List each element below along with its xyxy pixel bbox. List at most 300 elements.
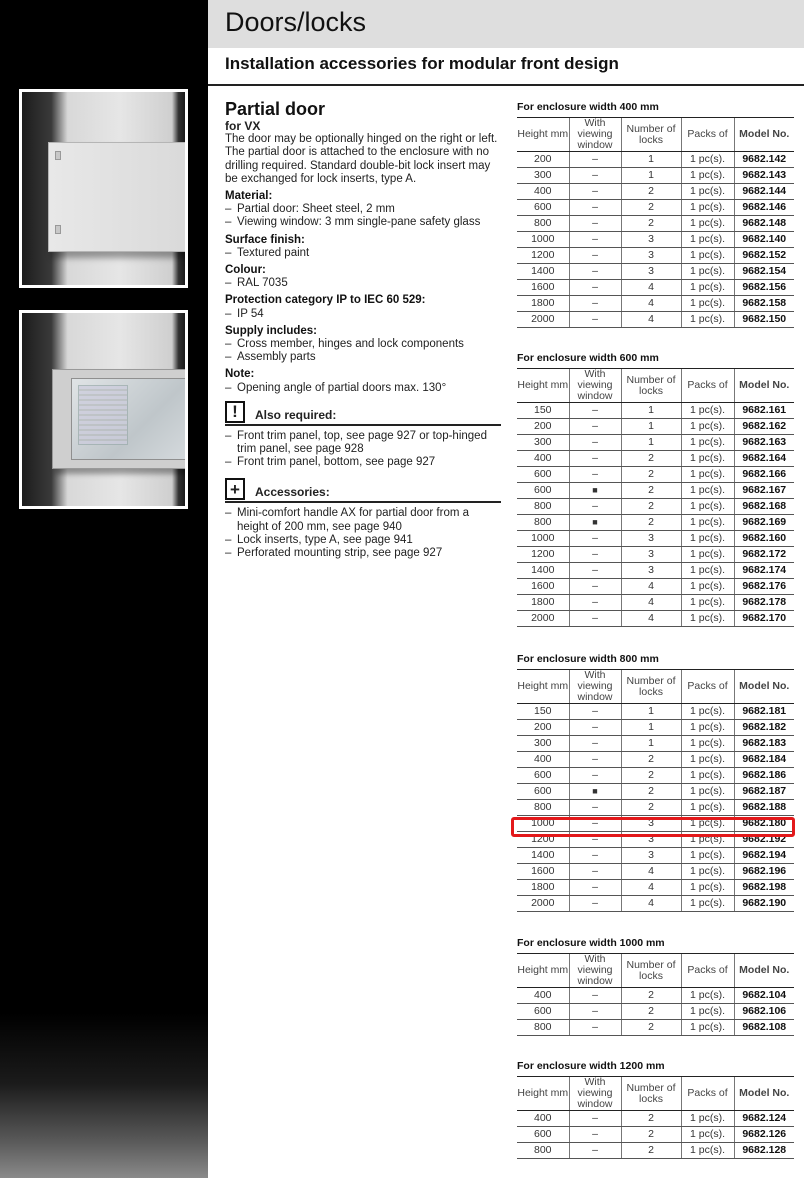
cell-packs: 1 pc(s). [681,880,734,896]
cell-height: 1200 [517,547,569,563]
cell-window: – [569,1143,621,1159]
cell-height: 400 [517,451,569,467]
cell-window: – [569,216,621,232]
cell-height: 400 [517,1111,569,1127]
table-row [517,752,794,768]
cell-model: 9682.128 [734,1143,794,1159]
table-title: For enclosure width 1000 mm [517,937,665,949]
cell-model: 9682.108 [734,1020,794,1036]
cell-window: – [569,1004,621,1020]
cell-locks: 2 [621,200,681,216]
cell-height: 1000 [517,816,569,832]
cell-locks: 2 [621,1004,681,1020]
partial-door-image [48,142,188,252]
spec-item: – Opening angle of partial doors max. 130° [225,382,501,395]
spec-item: – Textured paint [225,247,501,260]
cell-packs: 1 pc(s). [681,216,734,232]
accessories-label: Accessories: [255,485,330,500]
cell-model: 9682.146 [734,200,794,216]
cell-window: – [569,531,621,547]
cell-model: 9682.194 [734,848,794,864]
hinge-icon [55,225,61,234]
cell-locks: 1 [621,720,681,736]
cell-window: – [569,435,621,451]
cell-packs: 1 pc(s). [681,435,734,451]
table-row [517,768,794,784]
cell-locks: 2 [621,483,681,499]
table-row [517,1111,794,1127]
cell-height: 1000 [517,232,569,248]
cell-height: 800 [517,515,569,531]
cell-height: 1800 [517,296,569,312]
cell-window: – [569,296,621,312]
cell-height: 200 [517,419,569,435]
cell-window: – [569,232,621,248]
also-required-header [225,402,501,426]
cell-model: 9682.183 [734,736,794,752]
col-locks-header: Number of locks [621,954,681,988]
cell-packs: 1 pc(s). [681,152,734,168]
table-row [517,419,794,435]
spec-heading: Surface finish: [225,233,305,246]
spec-heading: Protection category IP to IEC 60 529: [225,294,426,307]
table-row [517,1143,794,1159]
table-row [517,800,794,816]
cell-model: 9682.162 [734,419,794,435]
cell-model: 9682.163 [734,435,794,451]
table-row [517,848,794,864]
col-height-header: Height mm [517,670,569,704]
cell-locks: 3 [621,848,681,864]
cell-locks: 3 [621,531,681,547]
cell-locks: 1 [621,435,681,451]
model-table [517,368,794,627]
cell-window: – [569,467,621,483]
table-header-row [517,1077,794,1111]
cell-height: 200 [517,152,569,168]
cell-window: – [569,752,621,768]
cell-height: 800 [517,499,569,515]
table-row [517,1004,794,1020]
cell-packs: 1 pc(s). [681,784,734,800]
cell-locks: 4 [621,280,681,296]
cell-height: 1600 [517,579,569,595]
table-row [517,216,794,232]
cell-locks: 4 [621,611,681,627]
table-header-row [517,118,794,152]
table-row [517,515,794,531]
cell-model: 9682.124 [734,1111,794,1127]
table-row [517,531,794,547]
cell-packs: 1 pc(s). [681,704,734,720]
table-row [517,168,794,184]
cell-window: – [569,579,621,595]
col-locks-header: Number of locks [621,118,681,152]
cell-window: – [569,768,621,784]
cell-height: 800 [517,1143,569,1159]
cell-height: 1800 [517,595,569,611]
model-table [517,669,794,912]
cell-packs: 1 pc(s). [681,595,734,611]
spec-heading: Supply includes: [225,324,318,337]
cell-height: 400 [517,752,569,768]
cell-height: 300 [517,435,569,451]
col-locks-header: Number of locks [621,369,681,403]
cell-locks: 2 [621,499,681,515]
cell-locks: 2 [621,752,681,768]
cell-window: ■ [569,784,621,800]
col-height-header: Height mm [517,1077,569,1111]
col-packs-header: Packs of [681,954,734,988]
table-row [517,248,794,264]
cell-locks: 3 [621,248,681,264]
cell-packs: 1 pc(s). [681,200,734,216]
cell-height: 2000 [517,896,569,912]
cell-locks: 4 [621,880,681,896]
cell-window: – [569,896,621,912]
cell-packs: 1 pc(s). [681,184,734,200]
also-required-list [225,430,501,470]
cell-model: 9682.184 [734,752,794,768]
cell-model: 9682.169 [734,515,794,531]
cell-packs: 1 pc(s). [681,816,734,832]
cell-height: 800 [517,216,569,232]
cell-window: ■ [569,483,621,499]
cell-window: – [569,184,621,200]
cell-height: 800 [517,800,569,816]
table-row [517,403,794,419]
cell-height: 1000 [517,531,569,547]
product-photo-partial-door-window [19,310,188,509]
col-locks-header: Number of locks [621,1077,681,1111]
table-header-row [517,369,794,403]
product-photo-partial-door [19,89,188,288]
cell-window: – [569,1020,621,1036]
table-row [517,896,794,912]
cell-packs: 1 pc(s). [681,896,734,912]
cell-window: – [569,403,621,419]
list-item: – Perforated mounting strip, see page 927 [225,547,501,560]
cell-window: – [569,168,621,184]
cell-window: – [569,280,621,296]
cell-model: 9682.168 [734,499,794,515]
cell-model: 9682.152 [734,248,794,264]
cell-model: 9682.196 [734,864,794,880]
table-row [517,579,794,595]
cell-model: 9682.148 [734,216,794,232]
spec-item: – RAL 7035 [225,277,501,290]
cell-window: – [569,864,621,880]
cell-height: 1800 [517,880,569,896]
table-row [517,200,794,216]
cell-packs: 1 pc(s). [681,451,734,467]
cell-model: 9682.182 [734,720,794,736]
cell-model: 9682.150 [734,312,794,328]
cell-packs: 1 pc(s). [681,1020,734,1036]
cell-height: 600 [517,200,569,216]
accessories-header [225,479,501,503]
cell-locks: 2 [621,184,681,200]
cell-packs: 1 pc(s). [681,467,734,483]
product-spec-sections [225,190,501,395]
table-row [517,988,794,1004]
cell-locks: 2 [621,988,681,1004]
cell-model: 9682.172 [734,547,794,563]
cell-model: 9682.178 [734,595,794,611]
col-model-header: Model No. [734,369,794,403]
cell-height: 1400 [517,264,569,280]
cell-height: 1600 [517,280,569,296]
cell-height: 1200 [517,248,569,264]
table-header-row [517,954,794,988]
cell-window: – [569,720,621,736]
cell-height: 600 [517,483,569,499]
cell-packs: 1 pc(s). [681,720,734,736]
cell-locks: 4 [621,864,681,880]
cell-model: 9682.143 [734,168,794,184]
cell-window: – [569,595,621,611]
cell-packs: 1 pc(s). [681,1004,734,1020]
cell-model: 9682.176 [734,579,794,595]
table-title: For enclosure width 400 mm [517,101,659,113]
cell-height: 2000 [517,312,569,328]
product-description-column [225,98,501,560]
spec-heading: Colour: [225,264,266,277]
cell-packs: 1 pc(s). [681,1143,734,1159]
cell-height: 600 [517,768,569,784]
cell-locks: 1 [621,403,681,419]
cell-model: 9682.166 [734,467,794,483]
list-item: – Lock inserts, type A, see page 941 [225,534,501,547]
cell-height: 400 [517,184,569,200]
col-height-header: Height mm [517,369,569,403]
product-for: for VX [225,119,261,133]
cell-locks: 3 [621,563,681,579]
model-table [517,1076,794,1159]
table-header-row [517,670,794,704]
cell-height: 300 [517,736,569,752]
cell-locks: 2 [621,216,681,232]
cell-packs: 1 pc(s). [681,419,734,435]
table-row [517,784,794,800]
cell-locks: 3 [621,264,681,280]
cell-window: – [569,264,621,280]
cell-packs: 1 pc(s). [681,312,734,328]
cell-packs: 1 pc(s). [681,736,734,752]
cell-model: 9682.144 [734,184,794,200]
cell-model: 9682.186 [734,768,794,784]
cell-window: – [569,451,621,467]
cell-window: – [569,848,621,864]
table-title: For enclosure width 1200 mm [517,1060,665,1072]
cell-locks: 3 [621,816,681,832]
cell-locks: 1 [621,168,681,184]
cell-model: 9682.192 [734,832,794,848]
spec-item: – IP 54 [225,308,501,321]
table-row [517,451,794,467]
table-row [517,152,794,168]
cell-locks: 1 [621,419,681,435]
table-row [517,184,794,200]
spec-item: – Assembly parts [225,351,501,364]
col-packs-header: Packs of [681,369,734,403]
cell-window: – [569,816,621,832]
cell-packs: 1 pc(s). [681,403,734,419]
col-window-header: With viewing window [569,954,621,988]
cell-window: – [569,248,621,264]
cell-model: 9682.180 [734,816,794,832]
cell-window: – [569,312,621,328]
table-row [517,880,794,896]
spec-item: – Viewing window: 3 mm single-pane safety glass [225,216,501,229]
table-row [517,483,794,499]
plus-icon: + [225,478,245,500]
cell-locks: 2 [621,800,681,816]
table-row [517,1127,794,1143]
cell-locks: 4 [621,312,681,328]
cell-model: 9682.140 [734,232,794,248]
cell-height: 1600 [517,864,569,880]
cell-locks: 3 [621,832,681,848]
cell-packs: 1 pc(s). [681,248,734,264]
col-window-header: With viewing window [569,1077,621,1111]
cell-window: – [569,1111,621,1127]
cell-window: – [569,880,621,896]
cell-locks: 2 [621,768,681,784]
table-row [517,499,794,515]
cell-model: 9682.167 [734,483,794,499]
header-divider [208,84,804,86]
also-required-label: Also required: [255,407,337,422]
col-window-header: With viewing window [569,369,621,403]
cell-packs: 1 pc(s). [681,832,734,848]
cell-window: – [569,832,621,848]
cell-model: 9682.160 [734,531,794,547]
spec-heading: Note: [225,368,255,381]
cell-height: 600 [517,1127,569,1143]
partial-door-window-image [52,369,188,469]
cell-height: 1400 [517,563,569,579]
table-row [517,467,794,483]
accessories-list [225,507,501,560]
cell-locks: 3 [621,547,681,563]
cell-model: 9682.190 [734,896,794,912]
table-row [517,704,794,720]
cell-window: – [569,1127,621,1143]
cell-packs: 1 pc(s). [681,232,734,248]
cell-height: 600 [517,1004,569,1020]
viewing-window-glass [71,378,188,460]
table-row [517,435,794,451]
cell-packs: 1 pc(s). [681,768,734,784]
col-packs-header: Packs of [681,1077,734,1111]
list-item: – Front trim panel, top, see page 927 or top-hinged trim panel, see page 928 [225,430,501,456]
cell-height: 600 [517,467,569,483]
cell-locks: 2 [621,1127,681,1143]
cell-model: 9682.161 [734,403,794,419]
model-table [517,117,794,328]
cell-locks: 4 [621,896,681,912]
cell-height: 600 [517,784,569,800]
cell-locks: 2 [621,1111,681,1127]
col-height-header: Height mm [517,118,569,152]
cell-packs: 1 pc(s). [681,483,734,499]
cell-window: – [569,988,621,1004]
cell-locks: 4 [621,296,681,312]
spec-item: – Partial door: Sheet steel, 2 mm [225,203,501,216]
cell-locks: 1 [621,704,681,720]
cell-window: – [569,611,621,627]
cell-locks: 4 [621,579,681,595]
table-row [517,563,794,579]
cell-packs: 1 pc(s). [681,547,734,563]
cell-locks: 3 [621,232,681,248]
hinge-icon [55,151,61,160]
col-window-header: With viewing window [569,670,621,704]
cell-window: – [569,200,621,216]
spec-heading: Material: [225,190,273,203]
cell-locks: 2 [621,515,681,531]
product-description: The door may be optionally hinged on the right or left. The partial door is attached to the enclosure with no drilling required. Standard double-bit lock insert may be exchanged for lock inserts, type A. [225,133,498,185]
model-table [517,953,794,1036]
cell-window: – [569,499,621,515]
cell-packs: 1 pc(s). [681,515,734,531]
col-model-header: Model No. [734,118,794,152]
cell-height: 1400 [517,848,569,864]
table-row [517,595,794,611]
spec-item: – Cross member, hinges and lock components [225,338,501,351]
cell-locks: 2 [621,784,681,800]
page-subtitle: Installation accessories for modular front design [225,54,619,73]
cell-window: ■ [569,515,621,531]
cell-window: – [569,547,621,563]
cell-model: 9682.158 [734,296,794,312]
col-model-header: Model No. [734,1077,794,1111]
cell-height: 1200 [517,832,569,848]
cell-window: – [569,419,621,435]
cell-locks: 2 [621,1020,681,1036]
cell-model: 9682.174 [734,563,794,579]
col-packs-header: Packs of [681,670,734,704]
cell-window: – [569,736,621,752]
col-height-header: Height mm [517,954,569,988]
cell-packs: 1 pc(s). [681,800,734,816]
cell-model: 9682.156 [734,280,794,296]
cell-model: 9682.142 [734,152,794,168]
table-row [517,264,794,280]
table-row [517,611,794,627]
cell-height: 400 [517,988,569,1004]
cell-packs: 1 pc(s). [681,280,734,296]
cell-packs: 1 pc(s). [681,264,734,280]
cell-model: 9682.154 [734,264,794,280]
warning-icon: ! [225,401,245,423]
cell-window: – [569,563,621,579]
col-window-header: With viewing window [569,118,621,152]
col-packs-header: Packs of [681,118,734,152]
cell-packs: 1 pc(s). [681,296,734,312]
cell-packs: 1 pc(s). [681,531,734,547]
cell-height: 300 [517,168,569,184]
cell-packs: 1 pc(s). [681,1111,734,1127]
cell-packs: 1 pc(s). [681,499,734,515]
cell-packs: 1 pc(s). [681,988,734,1004]
cell-model: 9682.164 [734,451,794,467]
table-row [517,547,794,563]
col-model-header: Model No. [734,670,794,704]
col-locks-header: Number of locks [621,670,681,704]
cell-model: 9682.126 [734,1127,794,1143]
